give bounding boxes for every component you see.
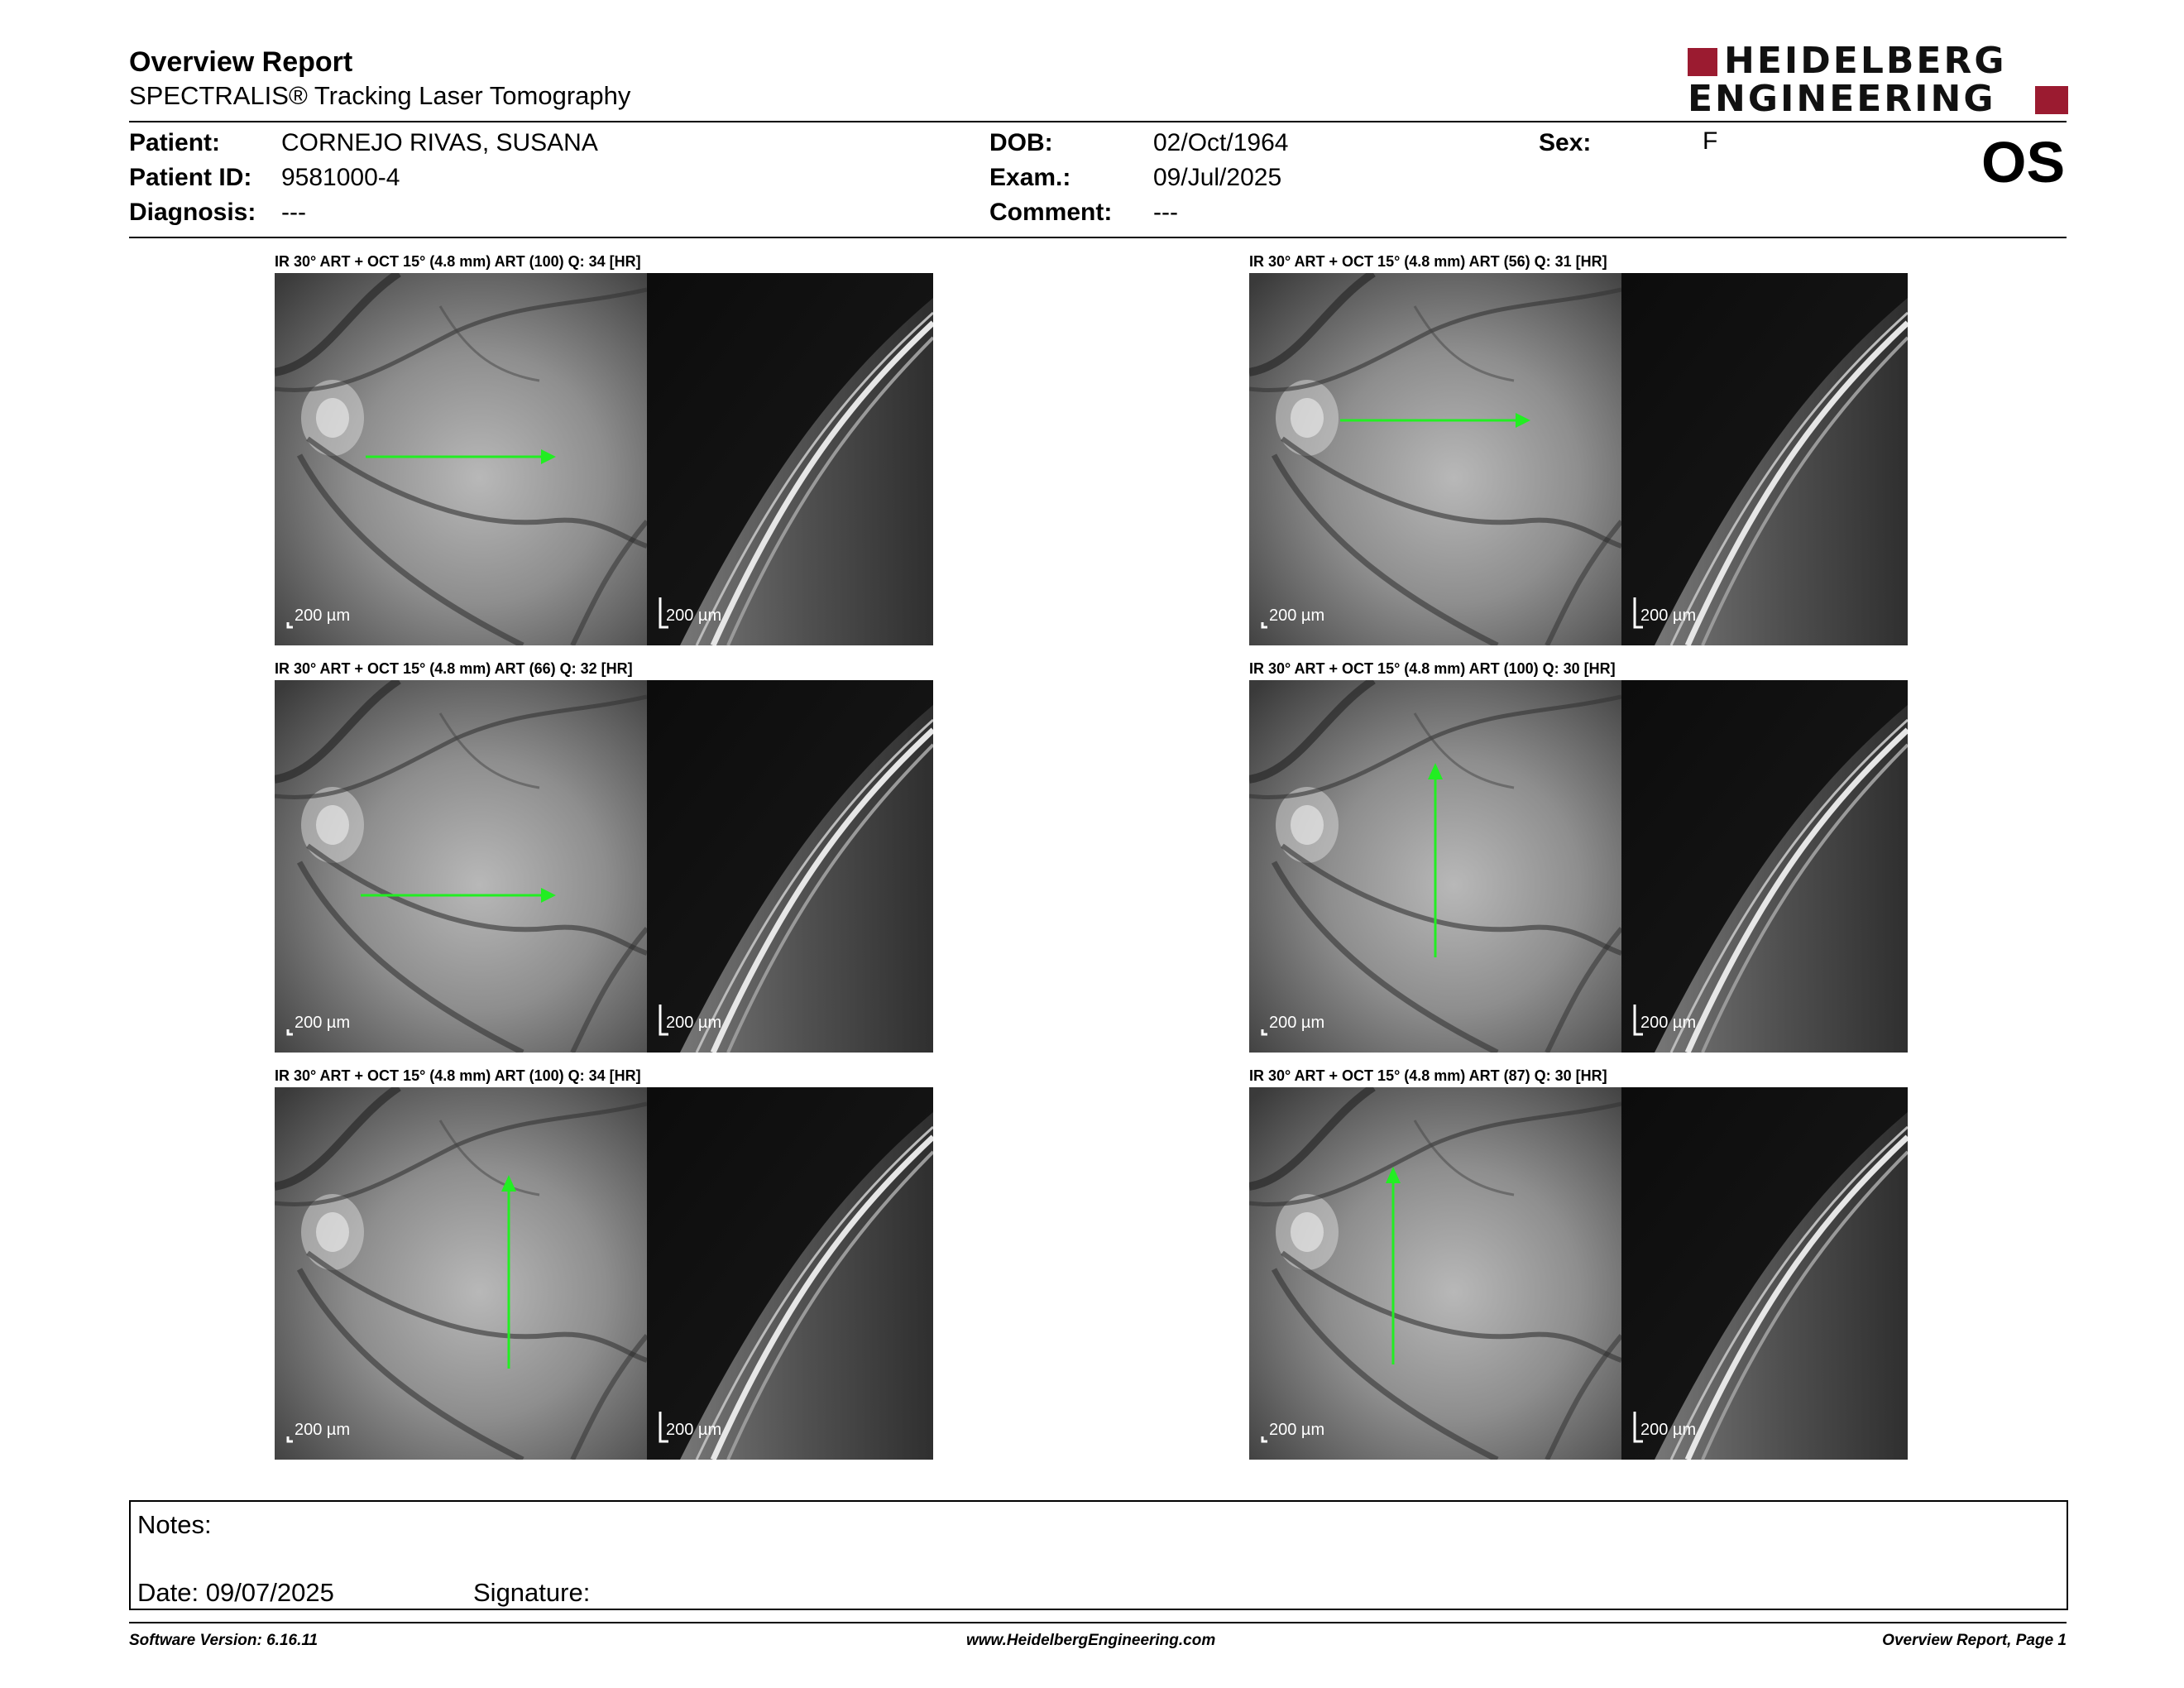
ir-fundus-image <box>275 1087 647 1460</box>
scan-panel <box>275 680 933 1053</box>
oct-bscan-image <box>1621 680 1908 1053</box>
scale-label-ir: 200 µm <box>295 607 351 625</box>
patient-id: 9581000-4 <box>281 164 400 191</box>
logo-square-icon <box>2035 86 2068 114</box>
scale-label-ir: 200 µm <box>1269 1014 1325 1032</box>
diagnosis-label: Diagnosis: <box>129 199 256 226</box>
comment-label: Comment: <box>989 199 1113 226</box>
patient-id-label: Patient ID: <box>129 164 252 191</box>
oct-bscan-image <box>647 1087 933 1460</box>
oct-bscan-image <box>1621 1087 1908 1460</box>
patient-label: Patient: <box>129 129 221 156</box>
notes-label: Notes: <box>137 1510 212 1539</box>
exam-value: 09/Jul/2025 <box>1153 164 1282 191</box>
report-subtitle: SPECTRALIS® Tracking Laser Tomography <box>129 81 631 110</box>
scan-panel <box>1249 273 1908 645</box>
scan-panel <box>1249 1087 1908 1460</box>
exam-label: Exam.: <box>989 164 1071 191</box>
ir-fundus-image <box>275 680 647 1053</box>
report-title: Overview Report <box>129 46 353 78</box>
scale-label-ir: 200 µm <box>295 1421 351 1439</box>
scale-label-oct: 200 µm <box>1640 607 1697 625</box>
header-divider <box>129 121 2067 122</box>
dob-value: 02/Oct/1964 <box>1153 129 1289 156</box>
ir-fundus-image <box>275 273 647 645</box>
scale-bar-ir <box>288 1421 350 1441</box>
scale-label-ir: 200 µm <box>295 1014 351 1032</box>
software-version: Software Version: 6.16.11 <box>129 1632 318 1649</box>
scale-label-ir: 200 µm <box>1269 1421 1325 1439</box>
scan-panel <box>275 273 933 645</box>
scan-caption: IR 30° ART + OCT 15° (4.8 mm) ART (100) Q: 34 [HR] <box>275 253 641 270</box>
sex-label: Sex: <box>1539 129 1592 156</box>
scan-caption: IR 30° ART + OCT 15° (4.8 mm) ART (66) Q: 32 [HR] <box>275 660 633 677</box>
notes-box <box>129 1500 2068 1610</box>
oct-bscan-image <box>647 680 933 1053</box>
website-link: www.HeidelbergEngineering.com <box>966 1632 1216 1649</box>
scan-caption: IR 30° ART + OCT 15° (4.8 mm) ART (100) Q: 34 [HR] <box>275 1067 641 1084</box>
scale-label-oct: 200 µm <box>666 1421 722 1439</box>
scan-caption: IR 30° ART + OCT 15° (4.8 mm) ART (87) Q: 30 [HR] <box>1249 1067 1607 1084</box>
eye-indicator: OS <box>1981 130 2066 194</box>
signature-label: Signature: <box>473 1578 591 1607</box>
scan-caption: IR 30° ART + OCT 15° (4.8 mm) ART (56) Q: 31 [HR] <box>1249 253 1607 270</box>
scale-bar-ir <box>1262 1421 1324 1441</box>
scale-bar-ir <box>1262 1014 1324 1034</box>
date-label: Date: 09/07/2025 <box>137 1578 334 1607</box>
scan-panel <box>1249 680 1908 1053</box>
scan-panel <box>275 1087 933 1460</box>
scale-bar-ir <box>1262 607 1324 627</box>
info-divider <box>129 237 2067 238</box>
dob-label: DOB: <box>989 129 1053 156</box>
oct-bscan-image <box>1621 273 1908 645</box>
page-number: Overview Report, Page 1 <box>1882 1632 2067 1649</box>
logo-text-line2: ENGINEERING <box>1688 78 1996 120</box>
scale-label-oct: 200 µm <box>666 607 722 625</box>
oct-bscan-image <box>647 273 933 645</box>
comment-value: --- <box>1153 199 1178 226</box>
scale-bar-ir <box>288 1014 350 1034</box>
scale-bar-ir <box>288 607 350 627</box>
ir-fundus-image <box>1249 273 1621 645</box>
patient-name: CORNEJO RIVAS, SUSANA <box>281 129 598 156</box>
footer-divider <box>129 1622 2067 1623</box>
scan-caption: IR 30° ART + OCT 15° (4.8 mm) ART (100) Q: 30 [HR] <box>1249 660 1616 677</box>
scale-label-oct: 200 µm <box>666 1014 722 1032</box>
scale-label-oct: 200 µm <box>1640 1014 1697 1032</box>
scale-label-oct: 200 µm <box>1640 1421 1697 1439</box>
ir-fundus-image <box>1249 1087 1621 1460</box>
heidelberg-logo <box>1688 40 2068 120</box>
logo-text-line1: HEIDELBERG <box>1724 40 2007 82</box>
sex-value: F <box>1703 127 1718 155</box>
diagnosis-value: --- <box>281 199 306 226</box>
scale-label-ir: 200 µm <box>1269 607 1325 625</box>
